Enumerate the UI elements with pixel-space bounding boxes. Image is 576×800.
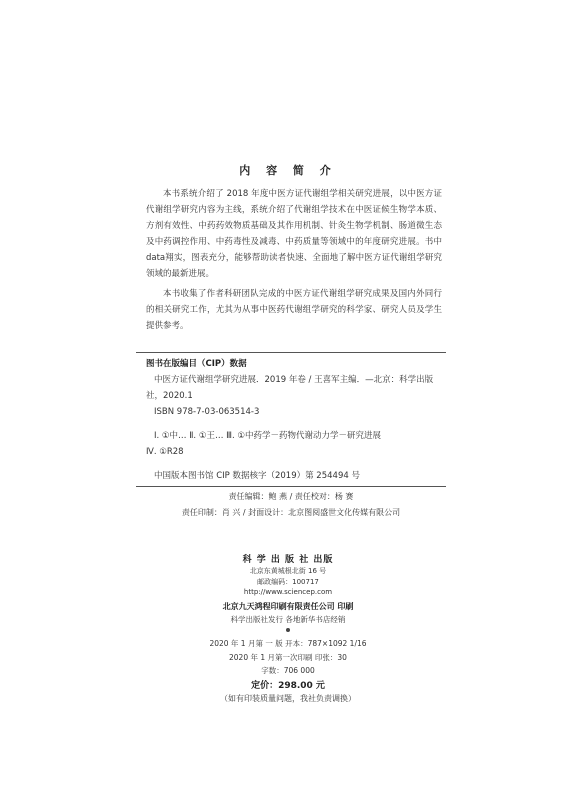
book-introduction [146, 186, 442, 338]
publisher-address: 北京东黄城根北街 16 号 [249, 567, 327, 575]
staff-production: 责任印制：肖 兴 / 封面设计：北京图阅盛世文化传媒有限公司 [181, 508, 401, 517]
intro-paragraph-1: 本书系统介绍了 2018 年度中医方证代谢组学相关研究进展，以中医方证代谢组学研究内容为主线，系统介绍了代谢组学技术在中医证候生物学本质、方剂有效性、中药药效物质基础及其作用机制、针灸生物学机制、肠道微生态及中药调控作用、中药毒性及减毒、中药质量等领域中的年度研究进展。书中data翔实，图表充分，能够帮助读者快速、全面地了解中医方证代谢组学研究领域的最新进展。 [146, 189, 442, 279]
cip-bottom-rule [136, 486, 446, 487]
cip-classification-1: Ⅰ. ①中… Ⅱ. ①王… Ⅲ. ①中药学－药物代谢动力学－研究进展 [154, 431, 382, 441]
cip-top-rule [136, 352, 446, 353]
staff-editors: 责任编辑：鲍 燕 / 责任校对：杨 赛 [228, 492, 354, 501]
cip-classification-2: Ⅳ. ①R28 [146, 447, 184, 457]
cip-isbn: ISBN 978-7-03-063514-3 [154, 407, 260, 417]
publisher-postcode: 邮政编码：100717 [257, 578, 319, 586]
impression-line: 2020 年 1 月第一次印刷 印张：30 [229, 653, 347, 662]
cip-catalog-line-2: 社，2020.1 [146, 391, 193, 401]
price: 定价：298.00 元 [251, 681, 325, 691]
quality-notice: （如有印装质量问题，我社负责调换） [220, 694, 356, 703]
separator-dot [286, 628, 290, 632]
printer-name: 北京九天鸿程印刷有限责任公司 印刷 [222, 602, 354, 611]
distributor-line: 科学出版社发行 各地新华书店经销 [230, 615, 346, 624]
cip-heading: 图书在版编目（CIP）数据 [146, 359, 247, 369]
intro-paragraph-2: 本书收集了作者科研团队完成的中医方证代谢组学研究成果及国内外同行的相关研究工作，尤其为从事中医药代谢组学研究的科学家、研究人员及学生提供参考。 [146, 289, 442, 331]
cip-data-block [146, 356, 446, 484]
word-count: 字数：706 000 [261, 666, 315, 675]
publisher-name: 科 学 出 版 社 出版 [242, 555, 334, 565]
cip-record-number: 中国版本图书馆 CIP 数据核字（2019）第 254494 号 [154, 471, 360, 481]
page-title: 内 容 简 介 [239, 164, 337, 177]
cip-catalog-line-1: 中医方证代谢组学研究进展．2019 年卷 / 王喜军主编．—北京：科学出版 [154, 375, 434, 385]
publisher-website: http://www.sciencep.com [243, 588, 333, 596]
edition-line: 2020 年 1 月第 一 版 开本：787×1092 1/16 [209, 639, 367, 648]
